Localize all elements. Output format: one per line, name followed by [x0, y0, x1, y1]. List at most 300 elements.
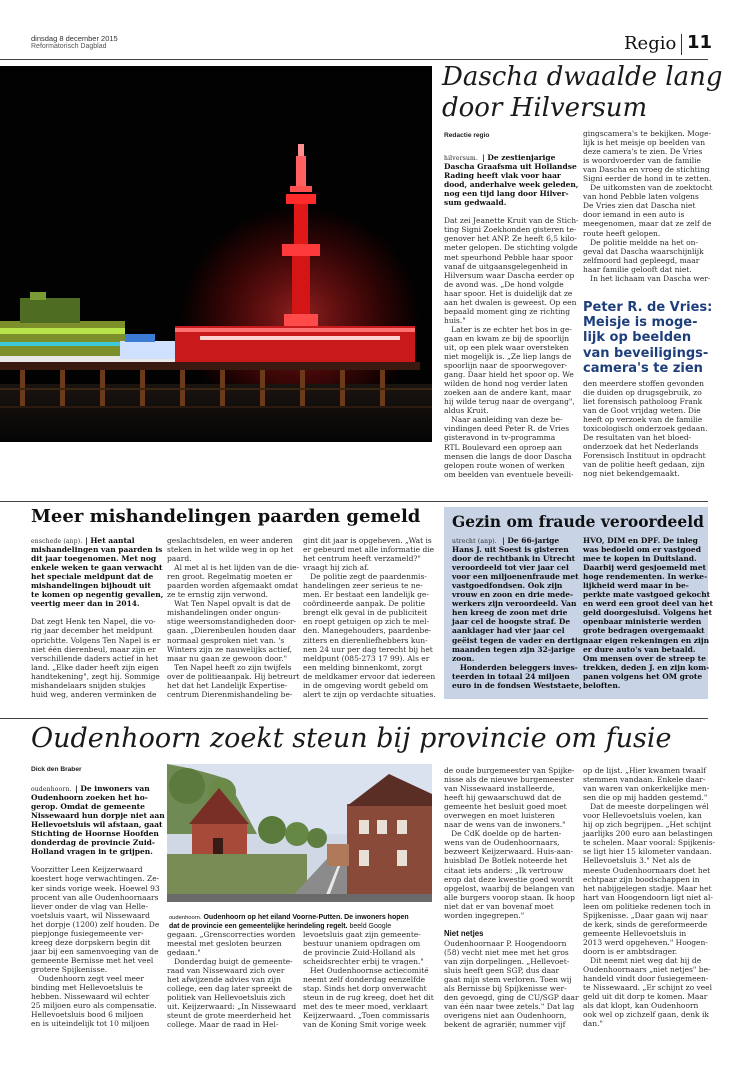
text-line: haar spoor. Het is duidelijk dat ze [444, 288, 573, 298]
text-line: | Het aantal [85, 536, 135, 545]
text-line: was bedoeld om er vastgoed [583, 545, 701, 555]
text-line: en is uiteindelijk tot 10 miljoen [31, 1019, 150, 1029]
text-line: mishandelingen bijhoudt uit [31, 581, 151, 591]
header-paper: Reformatorisch Dagblad [31, 43, 107, 50]
text-line: bepaald moment ging ze richting [444, 306, 571, 316]
text-line: alert te zijn op verdachte situaties. [303, 689, 436, 699]
text-line: handelingen zeer serieus te ne- [303, 581, 423, 591]
rule-lower [0, 718, 708, 719]
text-line: toxicologisch onderzoek gedaan. [583, 424, 708, 434]
text-line: gaat mijn stem verloren. Toen wij [444, 975, 572, 985]
text-line: opgelost, waarbij de belangen van [444, 883, 575, 893]
text-line: uit, op een plek waar oversteken [444, 342, 569, 352]
text-line: heeft op verzoek van de familie [583, 415, 703, 425]
text-line: jaarlijks 200 euro aan belastingen [583, 829, 713, 839]
text-line: enkele weken te gaan verwacht [31, 563, 163, 573]
a2-col2 [167, 536, 299, 699]
text-line: op de lijst. „Hier kwamen twaalf [583, 766, 707, 775]
text-line: gemeente het besluit goed moet [444, 802, 567, 812]
text-line: door iemand in een auto is [583, 210, 685, 220]
text-line: te schelen. Maar vooral: Spijkenis- [583, 838, 716, 848]
text-line: het dat het Landelijk Expertise- [167, 680, 288, 690]
text-line: meeste Oudenhoornaars doet het [583, 865, 711, 875]
a4-col5 [583, 766, 715, 1028]
text-line: Al met al is het lijden van de die- [167, 563, 300, 573]
text-line: van zijn dorpelingen. „Hellevoet- [444, 957, 570, 967]
text-line: grotere Spijkenisse. [31, 964, 108, 974]
text-line: paard. [167, 554, 192, 564]
text-line: raad van Nissewaard zich over [167, 966, 285, 976]
text-line: niet dat er van bovenaf moet [444, 901, 554, 911]
text-line: veertig meer dan in 2014. [31, 599, 140, 609]
text-line: Hellevoetsluis wil afstaan, gaat [31, 820, 163, 830]
text-line: liet forensisch patholoog Frank [583, 397, 703, 407]
text-line: hij wilde terug naar de overgang", [444, 397, 575, 407]
text-line: alle burgers voorop staan. Ik hoop [444, 892, 575, 902]
text-line: huisblad De Botlek noteerde het [444, 856, 568, 866]
text-line: (58) vecht niet mee met het gros [444, 948, 569, 958]
text-line: centrum Dierenmishandeling be- [167, 689, 293, 699]
text-line: Oudenhoorn zegt veel meer [31, 973, 144, 983]
text-line: den gevoegd, ging de CU/SGP daar [444, 993, 579, 1003]
text-line: se ligt hier 15 kilometer vandaan. [583, 847, 712, 857]
text-line: naar eigen rekeningen en zijn [583, 635, 710, 645]
text-line: Nissewaard hun dorpje niet aan [31, 811, 165, 821]
text-line: levoetsluis gaat zijn gemeente- [303, 930, 421, 939]
text-line: ker sinds vorige week. Hoewel 93 [31, 883, 160, 893]
text-line: ren groot. Regelmatig moeten er [167, 572, 293, 582]
text-line: route heeft gelopen. [583, 228, 661, 238]
text-line: binding met Hellevoetsluis te [31, 983, 143, 993]
text-line [31, 856, 165, 865]
a2-col1 [31, 536, 163, 699]
caption-credit: beeld Google [349, 923, 392, 930]
text-line: handtekening", zegt hij. Sommige [31, 671, 160, 681]
text-line: overwegen en moet luisteren [444, 811, 555, 821]
text-line: wens van de Oudenhoornaars, [444, 838, 560, 848]
text-line: De resultaten van het bloed- [583, 433, 692, 443]
text-line: RTL Boulevard een oproep aan [444, 442, 562, 452]
a1-byline: Redactie regio [444, 132, 490, 139]
text-line: Naar aanleiding van deze be- [444, 415, 563, 425]
text-line: Spijkenisse. „Daar gaan wij naar [583, 910, 708, 920]
text-line [31, 608, 163, 617]
a1-headline-line2: door Hilversum [442, 93, 648, 123]
text-line: meestal met gesloten beurzen [167, 939, 282, 949]
a3-headline: Gezin om fraude veroordeeld [452, 512, 704, 531]
text-line: Om mensen over de streep te [583, 653, 706, 663]
text-line: zelfmoord had gepleegd, maar [583, 255, 700, 265]
text-line: panen volgens het OM grote [583, 671, 703, 681]
text-line: van de politie heeft gedaan, zijn [583, 460, 705, 470]
text-line: geld uit dit dorp te komen. Maar [583, 992, 708, 1002]
text-line: genover het ANP. Ze heeft 6,5 kilo- [444, 234, 577, 244]
text-line: grote bedragen overgemaakt [583, 626, 705, 636]
text-line: die duiden op drugsgebruik, zo [583, 388, 702, 398]
text-line: sen die op mij hadden gestemd." [583, 793, 708, 803]
text-line: Daarbij werd gesjoemeld met [583, 563, 706, 573]
text-line: wilden de hond nog verder laten [444, 379, 568, 389]
text-line: hart van Hoogendoorn ligt niet al- [583, 892, 713, 902]
text-line: geslachtsdelen, en weer anderen [167, 536, 293, 545]
text-line: Ten Napel heeft zo zijn twijfels [167, 662, 292, 672]
text-line: gisteravond in tv-programma [444, 433, 556, 443]
a4-col1 [31, 784, 165, 1028]
caption-text-1: Oudenhoorn op het eiland Voorne-Putten. De inwoners hopen [203, 914, 409, 921]
text-line: Peter R. de Vries: [583, 300, 713, 315]
text-line: gingscamera's te bekijken. Moge- [583, 129, 712, 138]
text-line: ze te ernstig zijn verwond. [167, 590, 269, 600]
text-line: oprichtte. Volgens Ten Napel is er [31, 635, 161, 645]
text-line: jaar bij een samenvoeging van de [31, 946, 159, 956]
text-line: De CdK doelde op de harten- [444, 829, 562, 839]
text-line: voor een miljoenenfraude met [452, 572, 579, 582]
text-line: onderzoek dat het Nederlands [583, 442, 699, 452]
text-line: sum gedwaald. [444, 198, 507, 208]
text-line: nog niet bekendgemaakt. [583, 469, 680, 479]
text-line: huis." [444, 315, 466, 325]
text-line: Wat Ten Napel opvalt is dat de [167, 599, 291, 609]
text-line: bestuur unaniem opdragen om [303, 939, 421, 949]
text-line: gegaan. „Grenscorrecties worden [167, 930, 296, 939]
rule-mid [0, 501, 708, 502]
text-line: de kerk, sinds de gereformeerde [583, 919, 708, 929]
text-line: Voorzitter Leen Keijzerwaard [31, 865, 143, 875]
text-line: veroordeeld tot vier jaar cel [452, 563, 569, 573]
text-line: van één naar twee zetels." Dat lag [444, 1002, 575, 1012]
text-line: college, een dag later spreekt de [167, 984, 293, 994]
text-line: Dat de meeste dorpelingen wél [583, 802, 709, 812]
text-line: Donderdag buigt de gemeente- [167, 957, 293, 967]
text-line: gemeente Bernisse met het veel [31, 955, 154, 965]
text-line: echtpaar zijn boodschappen in [583, 874, 700, 884]
text-line: gerop. Omdat de gemeente [31, 802, 145, 812]
text-line: met des te meer moed, verklaart [303, 1002, 428, 1012]
text-line: citaat iets anders: „Ik vertrouw [444, 865, 564, 875]
text-line: als Bernisse bij Spijkenisse wer- [444, 984, 567, 994]
text-line: te Nissewaard. „Er schijnt zo veel [583, 983, 712, 993]
text-line: ook wel op zichzelf gaan, denk ik [583, 1010, 709, 1020]
text-line: Holland vragen in te grijpen. [31, 847, 153, 857]
a4-dateline: oudenhoorn. [31, 786, 72, 793]
text-line: voetsluis vaart, wil Nissewaard [31, 910, 150, 920]
text-line: Dat zei Jeanette Kruit van de Stich- [444, 216, 579, 226]
text-line: Oudenhoorn zoeken het ho- [31, 793, 148, 803]
text-line: van de Goot vrijdag weten. Die [583, 406, 701, 416]
text-line: HVO, DIM en DPF. De inleg [583, 536, 698, 545]
a4-col4 [444, 766, 575, 920]
a4-col3 [303, 930, 434, 1030]
text-line: procent van alle Oudenhoornaars [31, 892, 159, 902]
text-line: stap. Sinds het dorp onverwacht [303, 984, 427, 994]
text-line: den. Manegehouders, paardenbe- [303, 626, 432, 636]
a3-dateline: utrecht (anp). [452, 538, 497, 545]
text-line: Het Oudenhoornse actiecomité [303, 966, 429, 976]
text-line: lijk op beelden [583, 330, 692, 346]
a4-subhead: Niet netjes [444, 929, 484, 938]
text-line: Winters zijn ze nauwelijks actief, [167, 644, 293, 654]
text-line: koestert hoge verwachtingen. Ze- [31, 874, 160, 884]
text-line: spoorlijn naar de spoorwegover- [444, 361, 568, 371]
text-line: stige weersomstandigheden door- [167, 617, 297, 627]
text-line: hoge rendementen. In werke- [583, 572, 708, 582]
text-line: college. Maar de raad in Hel- [167, 1020, 279, 1030]
text-line: paarden worden afgemaakt omdat [167, 581, 299, 591]
a4-col4b [444, 939, 579, 1029]
text-line: het centrum heeft verzameld?" [303, 554, 421, 564]
text-line: aanklager had vier jaar cel [452, 626, 565, 636]
text-line: vraagt hij zich af. [303, 563, 370, 573]
text-line: worden ingegrepen." [444, 910, 525, 920]
text-line: normaal gesproken niet van. 's [167, 635, 285, 645]
page-number: 11 [687, 32, 713, 53]
text-line: De uitkomsten van de zoektocht [583, 183, 713, 193]
text-line: doorn is er ambtsdrager. [583, 946, 678, 956]
text-line: Forensisch Instituut in opdracht [583, 451, 706, 461]
text-line: is woordvoerder van de familie [583, 156, 701, 166]
caption-location: oudenhoorn. [168, 915, 202, 921]
village-street-photo [167, 764, 432, 902]
text-line: en roept getuigen op zich te mel- [303, 617, 430, 627]
text-line: stemmen vandaan. Enkele daar- [583, 775, 706, 785]
text-line: huid weg, anderen verminken de [31, 689, 157, 699]
text-line: niet één dierenbeul, maar zijn er [31, 644, 156, 654]
text-line: Hellevoetsluis bood 6 miljoen [31, 1010, 144, 1020]
text-line: gedaan." [167, 948, 201, 958]
text-line: geëist tegen de vader en dertig [452, 635, 584, 645]
text-line: zoon. [452, 653, 475, 663]
text-line: gint dit jaar is opgeheven. „Wat is [303, 536, 432, 545]
text-line: In het lichaam van Dascha wer- [583, 273, 711, 283]
text-line: vindingen deed Peter R. de Vries [444, 424, 570, 434]
a1-col2 [583, 129, 713, 283]
text-line: liever onder de vlag van Helle- [31, 901, 149, 911]
a1-col2b [583, 379, 707, 479]
text-line: een melding binnenkomt, zorgt [303, 662, 423, 672]
text-line [444, 207, 579, 216]
text-line: als dat klopt, kan Oudenhoorn [583, 1001, 699, 1011]
text-line: van beveiligings- [583, 345, 709, 361]
text-line: verschillende daders actief in het [31, 653, 159, 663]
text-line: de oude burgemeester van Spijke- [444, 766, 575, 775]
text-line: geval dat Dascha waarschijnlijk [583, 246, 704, 256]
text-line: zoeken aan de andere kant, maar [444, 388, 572, 398]
text-line: coördineerde aanpak. De politie [303, 599, 426, 609]
a4-headline: Oudenhoorn zoekt steun bij provincie om fusie [31, 723, 672, 754]
text-line: donderdag de provincie Zuid- [31, 838, 156, 848]
text-line: Dascha Graafsma uit Hollandse [444, 162, 577, 172]
text-line: haar familie gelooft dat niet. [583, 264, 692, 274]
text-line: lijk is het meisje op beelden van [583, 138, 706, 148]
text-line: | De 66-jarige [502, 536, 560, 545]
text-line: gemeente Hellevoetsluis in [583, 928, 687, 938]
header-rule [0, 59, 708, 60]
text-line: Stichting de Hoornse Hoofden [31, 829, 159, 839]
text-line: werkers zijn veroordeeld. Van [452, 599, 577, 609]
text-line: De politie zegt de paardenmis- [303, 572, 427, 582]
a1-pullquote [583, 300, 712, 376]
a1-col1 [444, 153, 579, 479]
a3-col1 [452, 536, 583, 690]
text-line: Rading heeft vlak voor haar [444, 171, 561, 181]
text-line: vanaf de uitgaansgelegenheid in [444, 261, 568, 271]
text-line: over de politieaanpak. Hij betreurt [167, 671, 300, 681]
a2-dateline: enschede (anp). [31, 538, 83, 545]
text-line: het afwijzende advies van zijn [167, 975, 281, 985]
pier-night-photo [0, 66, 432, 442]
text-line: bezweert Keijzerwaard. Huis-aan- [444, 847, 573, 857]
text-line: deze camera's te zien. De Vries [583, 147, 703, 157]
text-line: nisse als de nieuwe burgemeester [444, 775, 574, 785]
text-line: Keijzerwaard. „Toen commissaris [303, 1011, 430, 1021]
text-line: Later is ze echter het bos in ge- [444, 324, 572, 334]
text-line: naar de wens van de inwoners." [444, 820, 566, 830]
text-line: Signi eerder de hond in te zetten. [583, 174, 712, 184]
text-line: dood, anderhalve week geleden, [444, 180, 579, 190]
text-line: meegenomen, maar dat ze zelf de [583, 219, 712, 229]
text-line: vastgoedfondsen. Ook zijn [452, 581, 563, 591]
text-line: en werd een groot deel van het [583, 599, 713, 609]
text-line: camera's te zien [583, 360, 703, 376]
text-line: voor Hellevoetsluis voelen, kan [583, 811, 702, 821]
a1-headline-line1: Dascha dwaalde lang [442, 62, 723, 92]
text-line: geld doorgesluisd. Volgens het [583, 608, 712, 618]
text-line: De politie meldde na het on- [583, 237, 698, 247]
header-date: dinsdag 8 december 2015 [31, 34, 118, 43]
text-line: om beelden van eventuele beveili- [444, 469, 574, 479]
text-line: 25 miljoen euro als compensatie. [31, 1001, 157, 1011]
text-line: de avond was. „De hond volgde [444, 279, 564, 289]
a2-headline: Meer mishandelingen paarden gemeld [31, 506, 421, 527]
text-line: mee te kopen in Duitsland. [583, 554, 697, 564]
text-line: hen kreeg de zoon met drie [452, 608, 568, 618]
text-line: teerden in totaal 24 miljoen [452, 671, 570, 681]
caption-text-2: dat de provincie een gemeentelijke herindeling regelt. [168, 923, 348, 930]
text-line: handeld vindt door fusiegemeen- [583, 974, 709, 984]
text-line: | De zestienjarige [482, 153, 556, 162]
text-line: leen om politieke redenen toch in [583, 901, 711, 911]
text-line: het speciale meldpunt dat de [31, 572, 154, 582]
text-line: nog een tijd lang door Hilver- [444, 189, 569, 199]
text-line: Dit neemt niet weg dat hij de [583, 955, 702, 965]
text-line: meter gelopen. De stichting volgde [444, 243, 578, 253]
text-line: steun in de rug kreeg, doet het dit [303, 993, 434, 1003]
photo-caption-line2 [167, 913, 391, 931]
text-line: hebben. Nissewaard wil echter [31, 992, 150, 1002]
text-line: meldpunt (085-273 17 99). Als er [303, 653, 430, 663]
text-line: dit jaar toegenomen. Met nog [31, 554, 157, 564]
text-line: brengt elk geval in de publiciteit [303, 608, 428, 618]
text-line: hij op zich begrijpen. „Het schijnt [583, 820, 712, 830]
text-line: mishandelingen van paarden is [31, 545, 163, 555]
text-line: lijkheid werd maar in be- [583, 581, 689, 591]
text-line: vrouw en zoon en drie mede- [452, 590, 574, 600]
text-line: men. Er bestaat een landelijk ge- [303, 590, 429, 600]
text-line: bekent de agrariër, nummer vijf [444, 1020, 566, 1030]
text-line: van de Koning Smit vorige week [303, 1020, 426, 1030]
text-line: perkte mate vastgoed gekocht [583, 590, 711, 600]
text-line: sluis heeft geen SGP, dus daar [444, 966, 560, 976]
text-line: in de omgeving wordt gebeld om [303, 680, 429, 690]
text-line: 2013 werd opgeheven." Hoogen- [583, 937, 708, 947]
text-line: Hans J. uit Soest is gisteren [452, 545, 569, 555]
a2-col3 [303, 536, 436, 699]
text-line: maar nu gaan ze gewoon door." [167, 653, 288, 663]
text-line: land. „Elke dader heeft zijn eigen [31, 662, 159, 672]
text-line: gaan. „Dierenbeulen houden daar [167, 626, 297, 636]
text-line: te komen op negentig gevallen, [31, 590, 164, 600]
text-line: kreeg deze dorpskern begin dit [31, 937, 151, 947]
text-line: openbaar ministerie werden [583, 617, 702, 627]
section-name: Regio [624, 33, 677, 54]
text-line: het dorpje (1200) zelf houden. De [31, 919, 160, 929]
text-line: Honderden beleggers inves- [452, 662, 578, 672]
text-line: Hilversum waar Dascha eerder op [444, 270, 575, 280]
text-line: piepjonge fusiegemeente ver- [31, 928, 144, 938]
text-line: het nabijgelegen stadje. Maar het [583, 883, 712, 893]
text-line: euro in de fondsen Weststaete, [452, 680, 582, 690]
text-line: overigens niet aan Oudenhoorn, [444, 1011, 567, 1021]
text-line: jaar cel de hoogste straf. De [452, 617, 571, 627]
text-line: Oudenhoornaar P. Hoogendoorn [444, 939, 567, 948]
a4-col2 [167, 930, 296, 1030]
text-line: steunt de grote meerderheid het [167, 1011, 292, 1021]
text-line: mensen die langs de door Dascha [444, 451, 572, 461]
text-line: door de rechtbank in Utrecht [452, 554, 576, 564]
text-line: neemt zelf donderdag eenzelfde [303, 975, 426, 985]
text-line: beloften. [583, 680, 621, 690]
text-line: ting Signi Zoekhonden gisteren te- [444, 225, 577, 235]
text-line: dan." [583, 1019, 603, 1029]
text-line: politiek van Hellevoetsluis zich [167, 993, 286, 1003]
text-line: den meerdere stoffen gevonden [583, 379, 704, 388]
text-line: er dure auto's van betaald. [583, 644, 696, 654]
text-line: Dat zegt Henk ten Napel, die vo- [31, 617, 156, 627]
text-line: rig jaar december het meldpunt [31, 626, 153, 636]
text-line: aldus Kruit. [444, 406, 489, 416]
text-line: van hond Pebble laten volgens [583, 192, 699, 202]
text-line: | De inwoners van [75, 784, 150, 793]
text-line: aan het dwalen is geweest. Op een [444, 297, 577, 307]
text-line: trekken, deden J. en zijn kom- [583, 662, 710, 672]
text-line: met speurhond Pebble haar spoor [444, 252, 573, 262]
a4-byline: Dick den Braber [31, 766, 82, 773]
text-line: van Nissewaard installeerde, [444, 784, 555, 794]
text-line: mishandelaars snijden stukjes [31, 680, 146, 690]
text-line: zitters en dierenliefhebbers kun- [303, 635, 428, 645]
text-line: scheidsrechter erbij te vragen." [303, 957, 424, 967]
a3-col2 [583, 536, 713, 690]
text-line: Oudenhoornaars „niet netjes" be- [583, 965, 711, 975]
text-line: mishandelingen onder ongun- [167, 608, 281, 618]
text-line: gelopen route wonen of werken [444, 460, 565, 470]
text-line: steken in het wilde weg in op het [167, 545, 294, 555]
text-line: de meldkamer ervoor dat iedereen [303, 671, 436, 681]
text-line: Meisje is moge- [583, 315, 698, 331]
text-line: van Dascha en vroeg de stichting [583, 165, 710, 175]
text-line: De Vries zien dat Dascha niet [583, 201, 696, 211]
text-line: van waren van onkerkelijke men- [583, 784, 710, 794]
text-line: gang. Daar hield het spoor op. We [444, 370, 574, 380]
text-line: nen 24 uur per dag terecht bij het [303, 644, 433, 654]
text-line: er gebeurd met alle informatie die [303, 545, 435, 555]
text-line: uit. Keijzerwaard: „In Nissewaard [167, 1002, 297, 1012]
text-line: erop dat deze kwestie goed wordt [444, 874, 574, 884]
text-line: maanden tegen zijn 32-jarige [452, 644, 576, 654]
text-line: heeft hij gewaarschuwd dat de [444, 793, 562, 803]
a1-dateline: hilversum. [444, 155, 479, 162]
text-line: Hellevoetsluis 3." Net als de [583, 856, 691, 866]
